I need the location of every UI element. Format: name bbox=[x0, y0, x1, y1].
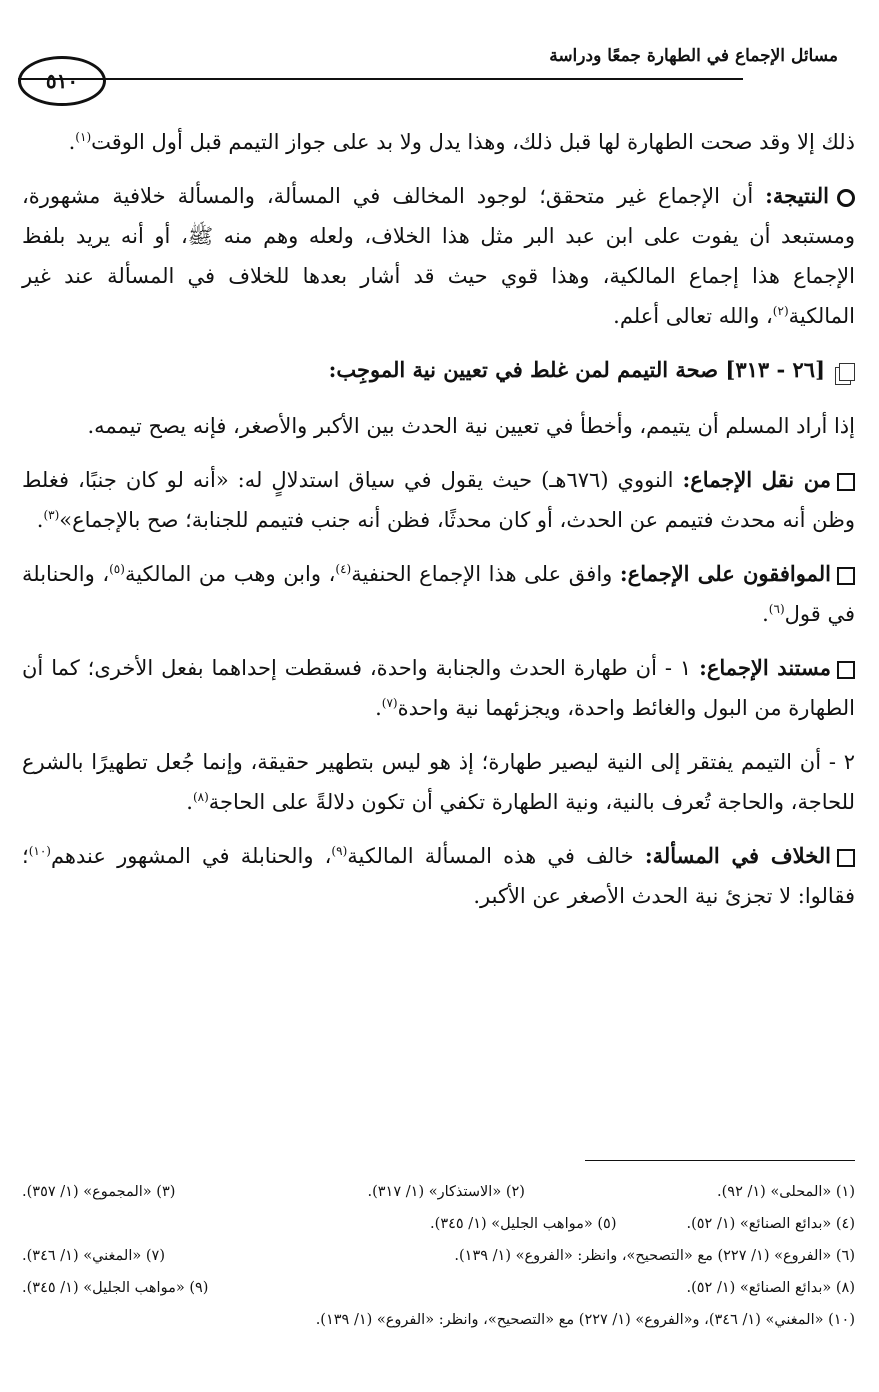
footnotes bbox=[22, 1176, 855, 1336]
footnote-ref: (٧) bbox=[381, 696, 398, 710]
paragraph-consensus-source: من نقل الإجماع: النووي (٦٧٦هـ) حيث يقول في سياق استدلالٍ له: «أنه لو كان جنبًا، فغلط وظن أنه محدث فتيمم عن الحدث، أو كان محدثًا، فظن أنه جنب فتيمم للجنابة؛ صح بالإجماع»$^{(٣)}$. bbox=[22, 467, 855, 532]
footnote-ref: (٦) bbox=[768, 602, 785, 616]
footnote-ref: (٤) bbox=[335, 562, 352, 576]
paragraph-1: ذلك إلا وقد صحت الطهارة لها قبل ذلك، وهذا يدل ولا بد على جواز التيمم قبل أول الوقت$^{(١)}$. bbox=[68, 130, 855, 154]
footnote-ref: (١) bbox=[75, 130, 92, 144]
footnote-ref: (٥) bbox=[109, 562, 125, 576]
paragraph-basis-2: ٢ - أن التيمم يفتقر إلى النية ليصير طهارة؛ إذ هو ليس بتطهير حقيقة، وإنما جُعل تطهيرًا بالشرع للحاجة، والحاجة تُعرف بالنية، ونية الطهارة تكفي أن تكون دلالةً على الحاجة$^{(٨)}$. bbox=[22, 750, 855, 814]
footnote-row bbox=[22, 1304, 855, 1336]
footnote-8: (٨) «بدائع الصنائع» (١/ ٥٢). bbox=[686, 1280, 855, 1296]
pages-icon bbox=[839, 363, 855, 381]
footnote-ref: (٨) bbox=[192, 790, 209, 804]
paragraph-agreeing: الموافقون على الإجماع: وافق على هذا الإجماع الحنفية$^{(٤)}$، وابن وهب من المالكية$^{(٥)}$، والحنابلة في قول$^{(٦)}$. bbox=[22, 561, 855, 626]
footnote-4: (٤) «بدائع الصنائع» (١/ ٥٢). bbox=[686, 1216, 855, 1232]
square-bullet-icon bbox=[837, 567, 855, 585]
footnote-1: (١) «المحلى» (١/ ٩٢). bbox=[717, 1184, 855, 1200]
circle-bullet-icon bbox=[837, 189, 855, 207]
footnote-5: (٥) «مواهب الجليل» (١/ ٣٤٥). bbox=[430, 1216, 617, 1232]
footnote-row bbox=[22, 1176, 855, 1208]
footnote-10: (١٠) «المغني» (١/ ٣٤٦)، و«الفروع» (١/ ٢٢٧) مع «التصحيح»، وانظر: «الفروع» (١/ ١٣٩). bbox=[315, 1312, 855, 1328]
running-title: مسائل الإجماع في الطهارة جمعًا ودراسة bbox=[549, 46, 838, 66]
header-rule bbox=[18, 78, 743, 80]
footnote-ref: (١٠) bbox=[28, 844, 51, 858]
paragraph-3: إذا أراد المسلم أن يتيمم، وأخطأ في تعيين نية الحدث بين الأكبر والأصغر، فإنه يصح تيممه. bbox=[87, 414, 855, 438]
square-bullet-icon bbox=[837, 661, 855, 679]
square-bullet-icon bbox=[837, 849, 855, 867]
footnote-ref: (٢) bbox=[772, 304, 789, 318]
square-bullet-icon bbox=[837, 473, 855, 491]
footnote-7: (٧) «المغني» (١/ ٣٤٦). bbox=[22, 1248, 165, 1264]
footnote-9: (٩) «مواهب الجليل» (١/ ٣٤٥). bbox=[22, 1280, 209, 1296]
result-label: النتيجة: bbox=[765, 183, 829, 208]
page-header bbox=[18, 38, 838, 108]
footnote-separator bbox=[585, 1160, 855, 1161]
section-heading: [٢٦ - ٣١٣] صحة التيمم لمن غلط في تعيين نية الموجِب: bbox=[22, 350, 855, 390]
page-number: ٥١٠ bbox=[18, 56, 106, 106]
paragraph-basis: مستند الإجماع: ١ - أن طهارة الحدث والجنابة واحدة، فسقطت إحداهما بفعل الأخرى؛ كما أن الطهارة من البول والغائط واحدة، ويجزئهما نية واحدة$^{(٧)}$. bbox=[22, 655, 855, 720]
main-text bbox=[22, 122, 855, 930]
footnote-ref: (٣) bbox=[43, 508, 60, 522]
footnote-ref: (٩) bbox=[331, 844, 348, 858]
footnote-2: (٢) «الاستذكار» (١/ ٣١٧). bbox=[367, 1184, 525, 1200]
paragraph-disagreement: الخلاف في المسألة: خالف في هذه المسألة المالكية$^{(٩)}$، والحنابلة في المشهور عندهم$^{(١٠)}$؛ فقالوا: لا تجزئ نية الحدث الأصغر عن الأكبر. bbox=[22, 843, 855, 908]
footnote-3: (٣) «المجموع» (١/ ٣٥٧). bbox=[22, 1184, 176, 1200]
footnote-row bbox=[22, 1208, 855, 1240]
paragraph-result: النتيجة: أن الإجماع غير متحقق؛ لوجود المخالف في المسألة، والمسألة خلافية مشهورة، ومستبعد أن يفوت على ابن عبد البر مثل هذا الخلاف، ولعله وهم منه ﷺ، أو أنه يريد بلفظ الإجماع هذا إجماع المالكية، وهذا قوي حيث قد أشار بعدها للخلاف في المسألة عند غير المالكية$^{(٢)}$، والله تعالى أعلم. bbox=[22, 183, 855, 328]
footnote-6: (٦) «الفروع» (١/ ٢٢٧) مع «التصحيح»، وانظر: «الفروع» (١/ ١٣٩). bbox=[454, 1248, 855, 1264]
footnote-row bbox=[22, 1272, 855, 1304]
footnote-row bbox=[22, 1240, 855, 1272]
